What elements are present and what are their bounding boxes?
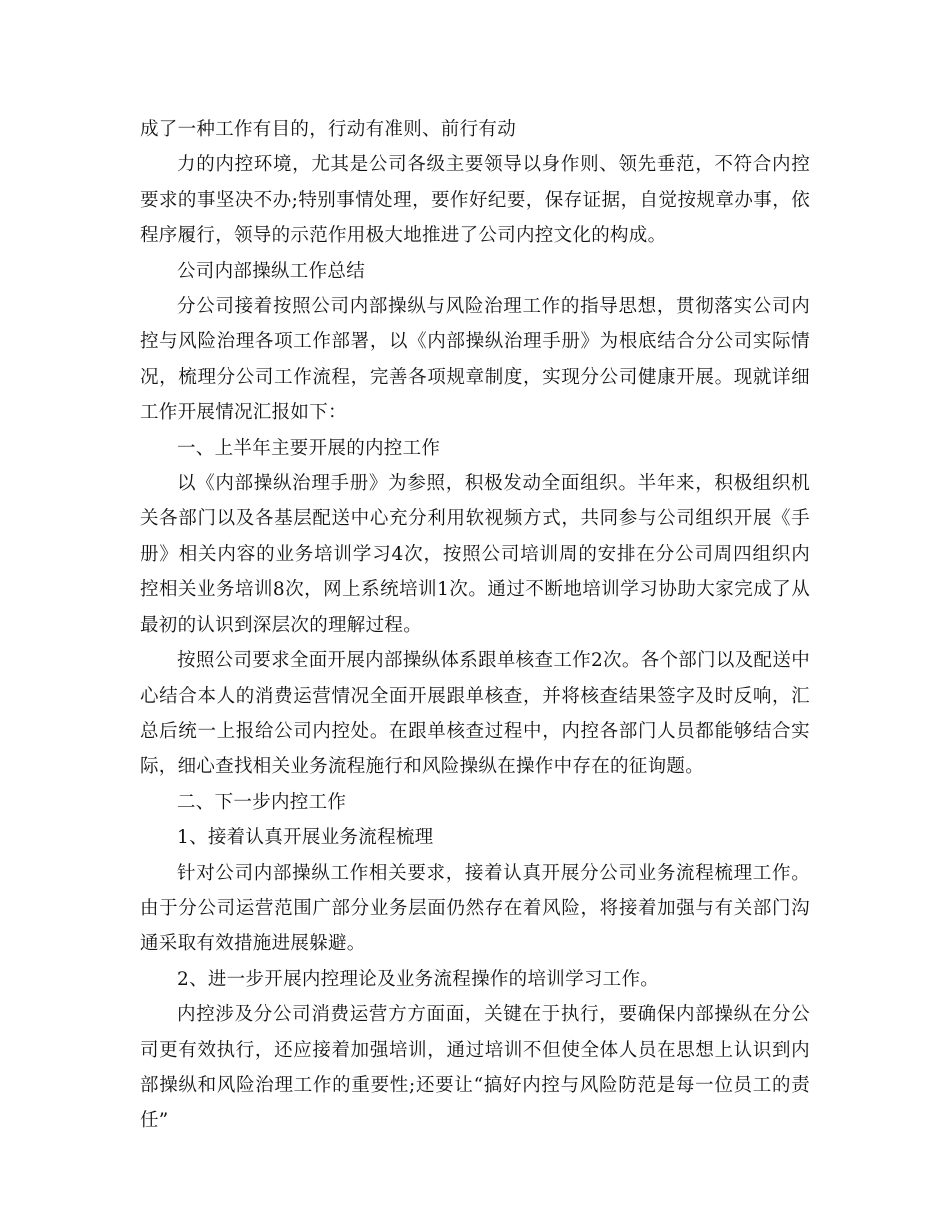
subheading-process-review: 1、接着认真开展业务流程梳理 [177,827,434,849]
paragraph-inspection: 按照公司要求全面开展内部操纵体系跟单核查工作2次。各个部门以及配送中心结合本人的消费运营情况全面开展跟单核查，并将核查结果签字及时反响，汇总后统一上报给公司内控处。在跟单核查过程中，内控各部门人员都能够结合实际，细心查找相关业务流程施行和风险操纵在操作中存在的征询题。 [140,650,810,778]
paragraph-execution: 内控涉及分公司消费运营方方面面，关键在于执行，要确保内部操纵在分公司更有效执行，还应接着加强培训，通过培训不但使全体人员在思想上认识到内部操纵和风险治理工作的重要性;还要让“搞好内控与风险防范是每一位员工的责任” [140,1004,810,1132]
paragraph-training: 以《内部操纵治理手册》为参照，积极发动全面组织。半年来，积极组织机关各部门以及各基层配送中心充分利用软视频方式，共同参与公司组织开展《手册》相关内容的业务培训学习4次，按照公司培训周的安排在分公司周四组织内控相关业务培训8次，网上系统培训1次。通过不断地培训学习协助大家完成了从最初的认识到深层次的理解过程。 [140,473,810,636]
section-heading-summary: 公司内部操纵工作总结 [177,260,366,282]
document-page [140,112,810,1139]
paragraph-process-review: 针对公司内部操纵工作相关要求，接着认真开展分公司业务流程梳理工作。由于分公司运营范围广部分业务层面仍然存在着风险，将接着加强与有关部门沟通采取有效措施进展躲避。 [140,862,810,955]
section-heading-next-steps: 二、下一步内控工作 [177,791,347,813]
paragraph-intro: 分公司接着按照公司内部操纵与风险治理工作的指导思想，贯彻落实公司内控与风险治理各项工作部署，以《内部操纵治理手册》为根底结合分公司实际情况，梳理分公司工作流程，完善各项规章制度，实现分公司健康开展。现就详细工作开展情况汇报如下： [140,296,810,424]
section-heading-first-half: 一、上半年主要开展的内控工作 [177,437,441,459]
subheading-training-work: 2、进一步开展内控理论及业务流程操作的培训学习工作。 [177,968,660,990]
paragraph-continuation: 成了一种工作有目的，行动有准则、前行有动 [140,119,517,140]
paragraph-control-environment: 力的内控环境，尤其是公司各级主要领导以身作则、领先垂范，不符合内控要求的事坚决不办;特别事情处理，要作好纪要，保存证据，自觉按规章办事，依程序履行，领导的示范作用极大地推进了公司内控文化的构成。 [140,154,810,247]
